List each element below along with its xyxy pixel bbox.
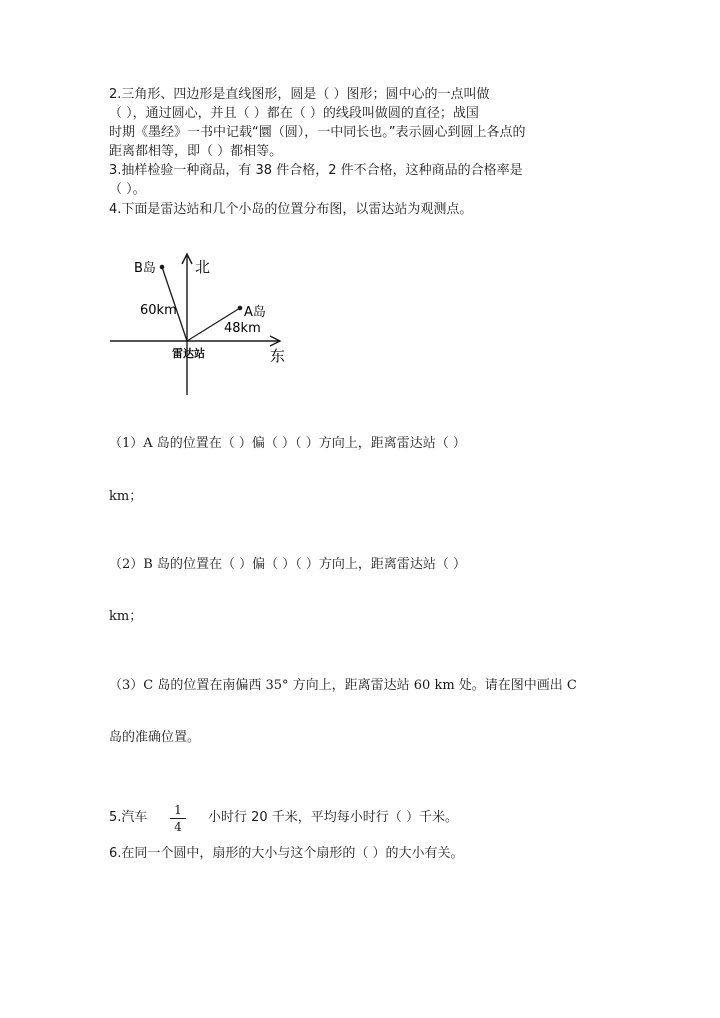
q5-prefix: 5.汽车 (109, 810, 148, 825)
q5-suffix: 小时行 20 千米，平均每小时行（ ）千米。 (208, 810, 458, 825)
fraction-numerator: 1 (174, 803, 182, 817)
q4-sub2-line-1: （2）B 岛的位置在（ ）偏（ ）（ ）方向上，距离雷达站（ ） (109, 557, 466, 572)
q4-sub1-line-2: km； (109, 489, 143, 504)
q2-line-1: 2.三角形、四边形是直线图形，圆是（ ）图形；圆中心的一点叫做 (109, 87, 490, 102)
q2-line-4: 距离都相等，即（ ）都相等。 (109, 144, 283, 159)
q2-line-2: （ ），通过圆心，并且（ ）都在（ ）的线段叫做圆的直径；战国 (109, 106, 479, 121)
a-island-point (238, 306, 243, 311)
a-island-label: A岛 (244, 305, 266, 320)
b-distance-label: 60km (140, 303, 177, 318)
q4-sub2-line-2: km； (109, 609, 143, 624)
radar-diagram (100, 245, 300, 405)
q2-line-3: 时期《墨经》一书中记载“圜（圆），一中同长也。”表示圆心到圆上各点的 (109, 125, 526, 140)
q4-sub1-line-1: （1）A 岛的位置在（ ）偏（ ）（ ）方向上，距离雷达站（ ） (109, 436, 466, 451)
q3-line-1: 3.抽样检验一种商品，有 38 件合格，2 件不合格，这种商品的合格率是 (109, 163, 523, 178)
b-island-point (160, 265, 165, 270)
q5-fraction (170, 803, 186, 834)
east-label: 东 (270, 347, 286, 365)
q3-line-2: （ ）。 (109, 182, 146, 197)
a-distance-label: 48km (224, 321, 261, 336)
fraction-bar (170, 818, 186, 819)
q4-intro: 4.下面是雷达站和几个小岛的位置分布图，以雷达站为观测点。 (109, 202, 473, 217)
station-label: 雷达站 (172, 347, 205, 360)
fraction-denominator: 4 (174, 820, 182, 834)
q4-sub3-line-1: （3）C 岛的位置在南偏西 35° 方向上，距离雷达站 60 km 处。请在图中画出 C (109, 678, 577, 693)
b-island-label: B岛 (134, 261, 156, 276)
q6-line: 6.在同一个圆中，扇形的大小与这个扇形的（ ）的大小有关。 (109, 846, 464, 861)
q4-sub3-line-2: 岛的准确位置。 (109, 730, 201, 745)
north-label: 北 (195, 258, 211, 276)
